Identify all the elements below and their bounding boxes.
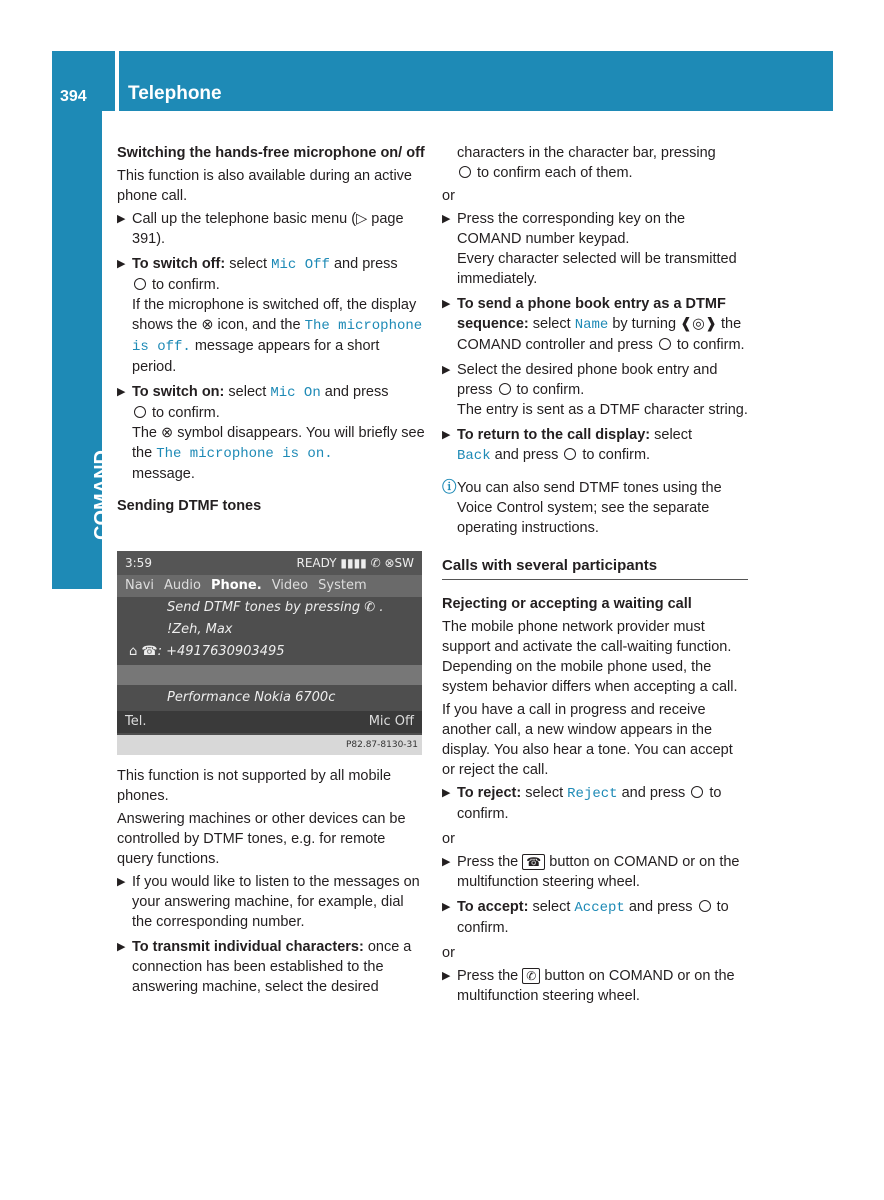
text: Every character selected will be transmitted immediately. — [457, 251, 737, 287]
bullet-text — [457, 360, 748, 420]
controller-knob-icon — [499, 383, 511, 395]
text: The entry is sent as a DTMF character string. — [457, 402, 748, 418]
arrow-icon: ▶ — [117, 941, 126, 953]
display-text: Back — [457, 448, 491, 464]
text: The ⊗ symbol disappears. You will briefly see the — [132, 425, 425, 461]
screen-row: Send DTMF tones by pressing ✆ . — [167, 600, 384, 615]
bold-label: To switch off: — [132, 256, 226, 272]
text: button on COMAND or on the multifunction steering wheel. — [457, 968, 735, 1004]
screen-status: READY ▮▮▮▮ ✆ ⊗SW — [296, 556, 414, 570]
page-number: 394 — [60, 88, 87, 105]
text: Press the — [457, 854, 519, 870]
arrow-icon: ▶ — [442, 298, 451, 310]
text: message. — [132, 466, 195, 482]
text: characters in the character bar, pressing — [457, 145, 716, 161]
left-column-lower — [117, 766, 425, 1002]
display-text: The microphone is on. — [156, 446, 333, 462]
text: button on COMAND or on the multifunction steering wheel. — [457, 854, 740, 890]
screen-tel: Tel. — [125, 714, 147, 729]
paragraph — [442, 143, 748, 183]
paragraph: Answering machines or other devices can be controlled by DTMF tones, e.g. for remote query functions. — [117, 811, 406, 867]
arrow-icon: ▶ — [442, 364, 451, 376]
screen-status-bar — [117, 551, 422, 575]
arrow-icon: ▶ — [442, 429, 451, 441]
text: Press the corresponding key on the COMAND number keypad. — [457, 211, 686, 247]
text: and press — [621, 785, 686, 801]
controller-knob-icon — [134, 278, 146, 290]
text: to confirm. — [457, 899, 729, 936]
screen-mic-off: Mic Off — [368, 714, 414, 729]
bullet — [442, 360, 748, 420]
heading-microphone: Switching the hands-free microphone on/ off — [117, 145, 425, 161]
screen-row: ⌂ ☎: +4917630903495 — [129, 644, 285, 659]
controller-knob-icon — [699, 900, 711, 912]
paragraph: The mobile phone network provider must support and activate the call-waiting function. Depending on the mobile phone used, the system behavior differs when accepting a call. — [442, 619, 738, 695]
screen-menu-item: Phone. — [210, 578, 262, 593]
screenshot-code: P82.87-8130-31 — [117, 735, 422, 755]
display-text: Accept — [574, 900, 625, 916]
controller-knob-icon — [691, 786, 703, 798]
bullet-text — [457, 294, 748, 355]
text: select — [229, 256, 268, 272]
bullet — [442, 425, 748, 466]
paragraph: This function is not supported by all mobile phones. — [117, 768, 392, 804]
text: message appears for a short period. — [132, 338, 380, 375]
text: and press — [628, 899, 693, 915]
screen-row: Performance Nokia 6700c — [167, 690, 336, 705]
text: and press — [494, 447, 559, 463]
or-text: or — [442, 188, 455, 204]
info-note — [442, 478, 748, 538]
bullet-text — [457, 783, 748, 824]
section-heading: Calls with several participants — [442, 556, 748, 580]
bullet — [117, 872, 425, 932]
screen-menu-item: System — [318, 578, 367, 593]
text: Press the — [457, 968, 519, 984]
bold-label: To transmit individual characters: — [132, 939, 364, 955]
phone-icon: ✆ — [522, 968, 540, 984]
left-column — [117, 143, 425, 519]
or-text: or — [442, 831, 455, 847]
bullet — [117, 254, 425, 377]
page-title: Telephone — [128, 83, 222, 104]
hang-up-icon: ☎ — [522, 854, 545, 870]
text: to confirm. — [152, 405, 220, 421]
text: select — [654, 427, 693, 443]
text: select — [532, 899, 571, 915]
side-tab-label: COMAND — [91, 450, 113, 540]
bold-label: To send a phone book entry as a DTMF sequence: — [457, 296, 726, 332]
text: to confirm. — [516, 382, 585, 398]
bullet — [117, 382, 425, 484]
text: to confirm each of them. — [477, 165, 633, 181]
bold-label: To reject: — [457, 785, 522, 801]
display-text: Name — [574, 317, 609, 333]
text: and press — [333, 256, 398, 272]
text: to confirm. — [582, 447, 651, 463]
arrow-icon: ▶ — [442, 901, 451, 913]
bullet-text — [457, 852, 748, 892]
text: and press — [324, 384, 389, 400]
text: If the microphone is switched off, the display shows the ⊗ icon, and the — [132, 297, 417, 333]
bullet — [442, 783, 748, 824]
bullet-text — [132, 254, 425, 377]
or-text: or — [442, 945, 455, 961]
info-icon: ⓘ — [442, 480, 457, 496]
bullet — [442, 294, 748, 355]
display-screenshot — [117, 551, 422, 755]
screen-bottom-bar — [117, 711, 422, 733]
bullet-text: If you would like to listen to the messages on your answering machine, for example, dial the corresponding number. — [132, 874, 420, 930]
screen-menu-item: Audio — [164, 578, 201, 593]
text: to confirm. — [457, 785, 722, 822]
screen-menu-item: Video — [271, 578, 309, 593]
heading-waiting-call: Rejecting or accepting a waiting call — [442, 596, 692, 612]
bold-label: To accept: — [457, 899, 529, 915]
header-title-box — [119, 51, 833, 111]
bold-label: To switch on: — [132, 384, 225, 400]
text: to confirm. — [676, 337, 745, 353]
text: by turning ❰◎❱ the COMAND controller and press — [457, 316, 742, 353]
arrow-icon: ▶ — [117, 258, 126, 270]
info-text: You can also send DTMF tones using the Voice Control system; see the separate operating instructions. — [457, 480, 722, 536]
text: once a connection has been established to the answering machine, select the desired — [132, 939, 412, 995]
arrow-icon: ▶ — [442, 213, 451, 225]
bullet-text — [132, 937, 425, 997]
arrow-icon: ▶ — [117, 213, 126, 225]
arrow-icon: ▶ — [117, 876, 126, 888]
text: select — [525, 785, 564, 801]
display-text: Mic On — [270, 385, 321, 401]
controller-knob-icon — [459, 166, 471, 178]
text: Select the desired phone book entry and press — [457, 362, 718, 398]
arrow-icon: ▶ — [442, 970, 451, 982]
bullet — [117, 209, 425, 249]
text: select — [532, 316, 571, 332]
bullet — [442, 897, 748, 938]
bullet-text — [457, 209, 748, 289]
display-text: The microphone is off. — [132, 318, 423, 355]
heading-dtmf: Sending DTMF tones — [117, 498, 262, 514]
controller-knob-icon — [564, 448, 576, 460]
paragraph: This function is also available during an active phone call. — [117, 168, 412, 204]
bullet-text — [132, 382, 425, 484]
bullet-text: Call up the telephone basic menu (▷ page 391). — [132, 211, 404, 247]
controller-knob-icon — [134, 406, 146, 418]
bullet-text — [457, 425, 692, 466]
paragraph: If you have a call in progress and receive another call, a new window appears in the display. You also hear a tone. You can accept or reject the call. — [442, 702, 733, 778]
controller-knob-icon — [659, 338, 671, 350]
display-text: Mic Off — [271, 257, 330, 273]
bullet — [117, 937, 425, 997]
screen-row: !Zeh, Max — [167, 622, 233, 637]
text: to confirm. — [152, 277, 220, 293]
arrow-icon: ▶ — [442, 856, 451, 868]
bullet-text — [457, 966, 748, 1006]
right-column — [442, 143, 748, 1011]
screen-menu — [117, 575, 422, 597]
bold-label: To return to the call display: — [457, 427, 651, 443]
text: select — [228, 384, 267, 400]
bullet-text — [457, 897, 748, 938]
character-bar — [117, 665, 422, 685]
bullet — [442, 852, 748, 892]
arrow-icon: ▶ — [117, 386, 126, 398]
screen-time: 3:59 — [125, 556, 152, 570]
display-text: Reject — [567, 786, 618, 802]
screen-menu-item: Navi — [125, 578, 154, 593]
bullet — [442, 209, 748, 289]
arrow-icon: ▶ — [442, 787, 451, 799]
bullet — [442, 966, 748, 1006]
